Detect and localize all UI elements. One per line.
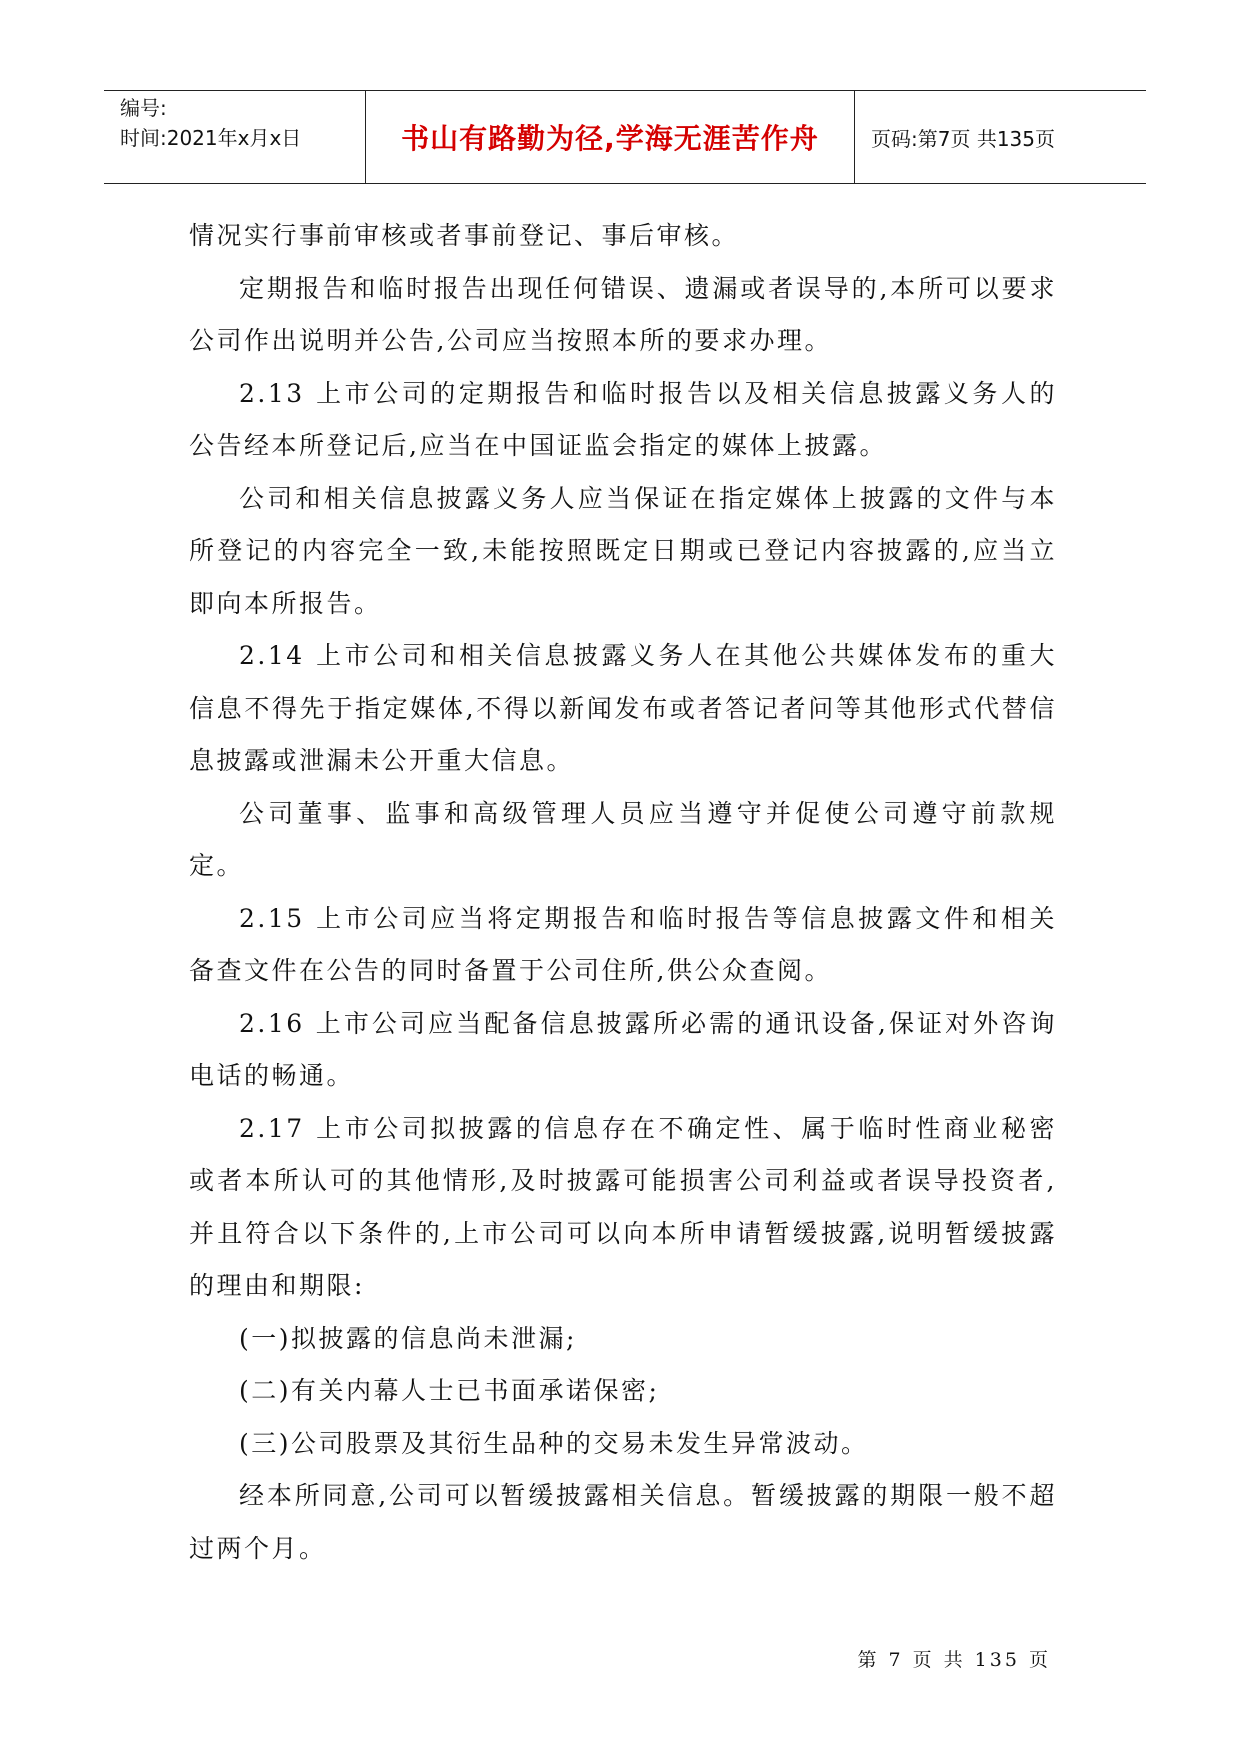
paragraph: 2.14 上市公司和相关信息披露义务人在其他公共媒体发布的重大信息不得先于指定媒体,不得以新闻发布或者答记者问等其他形式代替信息披露或泄漏未公开重大信息。 (189, 641, 1057, 775)
header-meta (104, 91, 366, 183)
paragraph: 定期报告和临时报告出现任何错误、遗漏或者误导的,本所可以要求公司作出说明并公告,公司应当按照本所的要求办理。 (189, 273, 1057, 355)
header-motto: 书山有路勤为径,学海无涯苦作舟 (366, 91, 855, 183)
page-footer: 第 7 页 共 135 页 (857, 1649, 1051, 1671)
document-body (189, 210, 1057, 1575)
list-item: (一)拟披露的信息尚未泄漏; (239, 1323, 577, 1353)
paragraph: 公司和相关信息披露义务人应当保证在指定媒体上披露的文件与本所登记的内容完全一致,未能按照既定日期或已登记内容披露的,应当立即向本所报告。 (189, 483, 1057, 618)
paragraph: 2.17 上市公司拟披露的信息存在不确定性、属于临时性商业秘密或者本所认可的其他情形,及时披露可能损害公司利益或者误导投资者,并且符合以下条件的,上市公司可以向本所申请暂缓披露,说明暂缓披露的理由和期限: (189, 1113, 1057, 1300)
paragraph: 公司董事、监事和高级管理人员应当遵守并促使公司遵守前款规定。 (189, 798, 1057, 880)
paragraph: 2.15 上市公司应当将定期报告和临时报告等信息披露文件和相关备查文件在公告的同时备置于公司住所,供公众查阅。 (189, 903, 1057, 985)
page-header (104, 90, 1146, 184)
paragraph: 情况实行事前审核或者事前登记、事后审核。 (189, 221, 740, 250)
document-number-label: 编号: (120, 96, 167, 120)
header-page-number: 页码:第7页 共135页 (871, 126, 1055, 151)
list-item: (二)有关内幕人士已书面承诺保密; (239, 1376, 660, 1405)
document-time-label: 时间:2021年x月x日 (120, 126, 302, 150)
paragraph: 经本所同意,公司可以暂缓披露相关信息。暂缓披露的期限一般不超过两个月。 (189, 1481, 1057, 1563)
list-item: (三)公司股票及其衍生品种的交易未发生异常波动。 (239, 1428, 869, 1458)
paragraph: 2.13 上市公司的定期报告和临时报告以及相关信息披露义务人的公告经本所登记后,应当在中国证监会指定的媒体上披露。 (189, 378, 1057, 460)
paragraph: 2.16 上市公司应当配备信息披露所必需的通讯设备,保证对外咨询电话的畅通。 (189, 1008, 1057, 1090)
